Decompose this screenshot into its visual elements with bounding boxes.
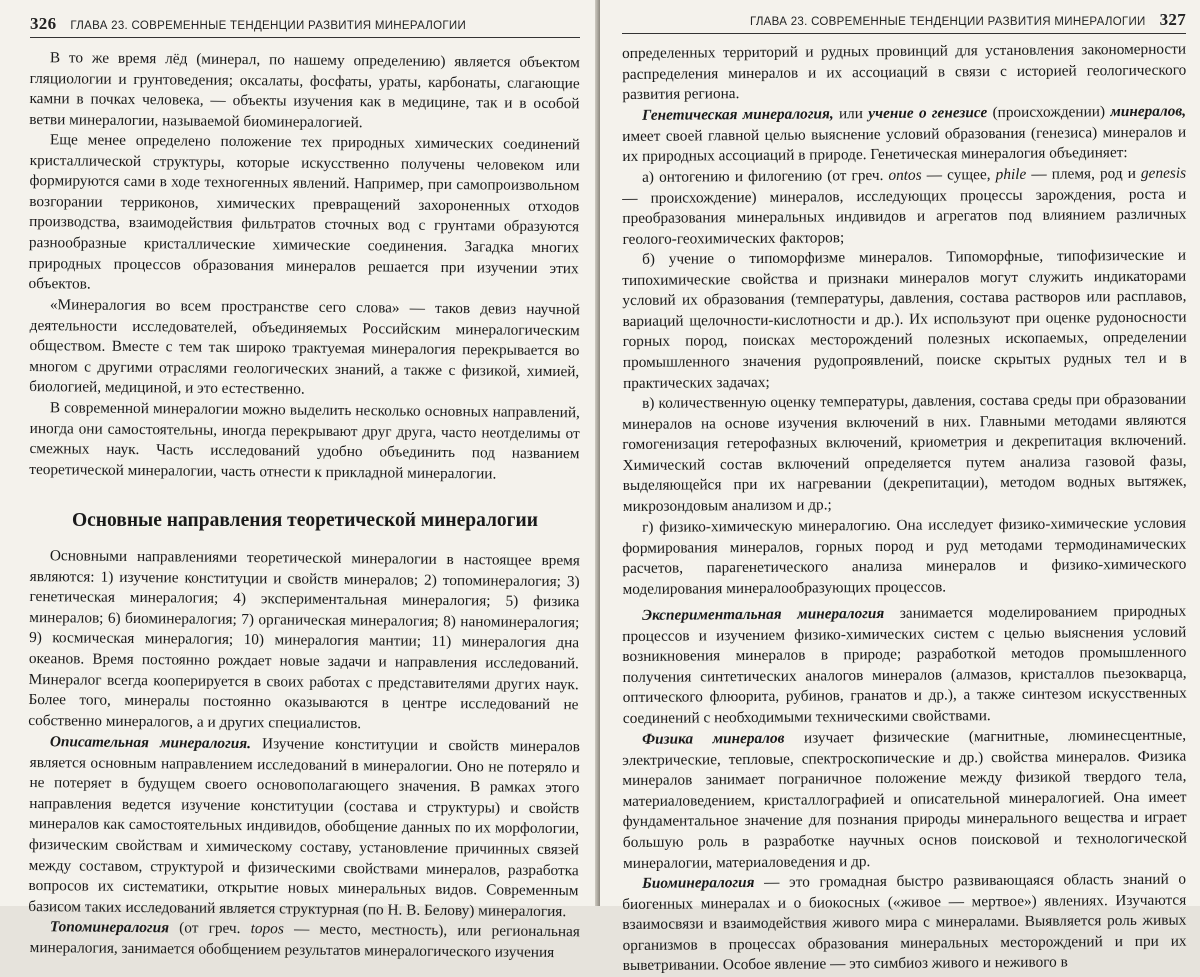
term-descriptive: Описательная минералогия. [49,733,252,752]
right-paragraph-1: определенных территорий и рудных провинций для установления закономерности распределения минералов и их ассоциаций в связи с историей геологического развития региона. [622,40,1187,104]
right-paragraph-biomineralogy: Биоминералогия — это громадная быстро развивающаяся область знаний о биогенных минералах и о биокосных («живое — мертвое») явлениях. Изучаются взаимосвязи и взаимодействия живого мира с минералами. Выявляется роль живых организмов в процессах образования минеральных месторождений и при их выветривании. Особое явление — это симбиоз живого и неживого в [622,870,1187,975]
left-paragraph-5: Основными направлениями теоретической минералогии в настоящее время являются: 1) изучение конституции и свойств минералов; 2) топоминералогия; 3) генетическая минералогия; 4) экспериментальная минералогия; 5) физика минералов; 6) биоминералогия; 7) органическая минералогия; 8) наноминералогия; 9) космическая минералогия; 10) минералогия мантии; 11) минералогия дна океанов. Время постоянно рождает новые задачи и направления исследований. Минералог всегда кооперируется в своих работах с представителями других наук. Более того, минералы постоянно оказываются в центре исследований не собственно минералогов, а и других специалистов. [28,547,580,733]
right-paragraph-experimental: Экспериментальная минералогия занимается моделированием природных процессов и изучением физико-химических систем с целью выяснения условий возникновения минералов в природе; разработкой методов промышленного получения синтетических аналогов минералов (алмазов, кристаллов пьезокварца, оптического флюорита, рубинов, гранатов и др.), а также синтезом искусственных соединений с необходимыми техническими свойствами. [622,602,1187,727]
left-paragraph-7: Топоминералогия (от греч. topos — место, местность), или региональная минералогия, занимается обобщением результатов минералогического изучения [29,918,580,961]
left-running-head [30,14,580,38]
left-paragraph-2: Еще менее определено положение тех природных химических соединений кристаллической структуры, которые искусственно получены человеком или формируются сами в ходе техногенных явлений. Например, при самопроизвольном возгорании терриконов, химических превращений захороненных отходов производства, взаимодействия фильтратов сточных вод с грунтами образуются разнообразные кристаллические химические соединения. Загадка многих природных процессов образования минералов решается при изучении этих объектов. [28,131,580,294]
right-chapter-title: ГЛАВА 23. СОВРЕМЕННЫЕ ТЕНДЕНЦИИ РАЗВИТИЯ МИНЕРАЛОГИИ [749,16,1146,28]
right-item-c: в) количественную оценку температуры, давления, состава среды при образовании минералов на основе изучения включений в них. Главными методами являются гомогенизация гетерофазных включений, криометрия и декрепитация включений. Химический состав включений определяется путем анализа газовой фазы, выделяющейся при их нагревании (декрепитации), методом водных вытяжек, микрозондовым анализом и др.; [622,390,1187,516]
right-paragraph-2: Генетическая минералогия, или учение о генезисе (происхождении) минералов, имеет своей главной целью выяснение условий образования (генезиса) минералов и их природных ассоциаций в природе. Генетическая минералогия объединяет: [622,102,1187,165]
right-page [600,0,1200,975]
right-item-a: а) онтогению и филогению (от греч. ontos — сущее, phile — племя, род и genesis — происхождение) минералов, исследующих процессы зарождения, роста и преобразования минеральных индивидов и агрегатов под влиянием различных геолого-геохимических факторов; [622,164,1187,248]
left-page [0,0,598,961]
right-item-b: б) учение о типоморфизме минералов. Типоморфные, типофизические и типохимические свойства и признаки минералов могут служить индикаторами условий их образования (температуры, давления, состава растворов или расплавов, вариаций щелочности-кислотности и др.). Их используют при оценке рудоносности горных пород, поисках месторождений полезных ископаемых, определении промышленного значения рудопроявлений, поиске скрытых рудных тел и в практических задачах; [622,246,1187,392]
left-page-number: 326 [30,14,57,33]
right-running-head [622,10,1186,34]
left-paragraph-4: В современной минералогии можно выделить несколько основных направлений, иногда они самостоятельны, иногда перекрывают друг друга, часто неотделимы от смежных наук. Часть исследований удобно объединить под названием теоретической минералогии, часть отнести к прикладной минералогии. [29,399,580,483]
section-heading: Основные направления теоретической минералогии [71,510,539,532]
term-topomineralogy: Топоминералогия [49,918,170,937]
right-item-d: г) физико-химическую минералогию. Она исследует физико-химические условия формирования минералов, горных пород и руд методами термодинамических расчетов, парагенетического анализа минералов и физико-химического моделирования минералообразующих процессов. [622,514,1187,598]
left-paragraph-3: «Минералогия во всем пространстве сего слова» — таков девиз научной деятельности исследователей, объединяемых Российским минералогическим обществом. Вместе с тем так широко трактуемая минералогия перекрывается во многом с другими отраслями геологических знаний, а также с физикой, химией, биологией, медициной, и это естественно. [29,296,580,399]
left-paragraph-1: В то же время лёд (минерал, по нашему определению) является объектом гляциологии и грунтоведения; оксалаты, фосфаты, ураты, карбонаты, слагающие камни в почках человека, — объекты изучения как в медицине, так и в особой ветви минералогии, называемой биоминералогией. [29,49,580,131]
left-paragraph-6: Описательная минералогия. Изучение конституции и свойств минералов является основным направлением исследований в минералогии. Оно не потеряло и не потеряет в будущем своего основополагающего значения. В рамках этого направления ведется изучение конституции (состава и структуры) и свойств минералов как самостоятельных индивидов, обобщение данных по их морфологии, физическим свойствам и химическому составу, установление причинных связей между составом, структурой и физическими свойствами минералов, разработка вопросов их систематики, открытие новых минеральных видов. Современным базисом таких исследований является структурная (по Н. В. Белову) минералогия. [28,733,580,920]
left-chapter-title: ГЛАВА 23. СОВРЕМЕННЫЕ ТЕНДЕНЦИИ РАЗВИТИЯ МИНЕРАЛОГИИ [70,20,467,32]
right-page-number: 327 [1159,10,1186,29]
right-paragraph-physics: Физика минералов изучает физические (магнитные, люминесцентные, электрические, тепловые, спектроскопические и др.) свойства минералов. Физика минералов занимает пограничное положение между физикой твердого тела, материаловедением, кристаллографией и описательной минералогией. Она имеет фундаментальное значение для познания природы минерального вещества и играет большую роль в разработке научных основ поисковой и технологической минералогии, материаловедения и др. [622,726,1187,872]
